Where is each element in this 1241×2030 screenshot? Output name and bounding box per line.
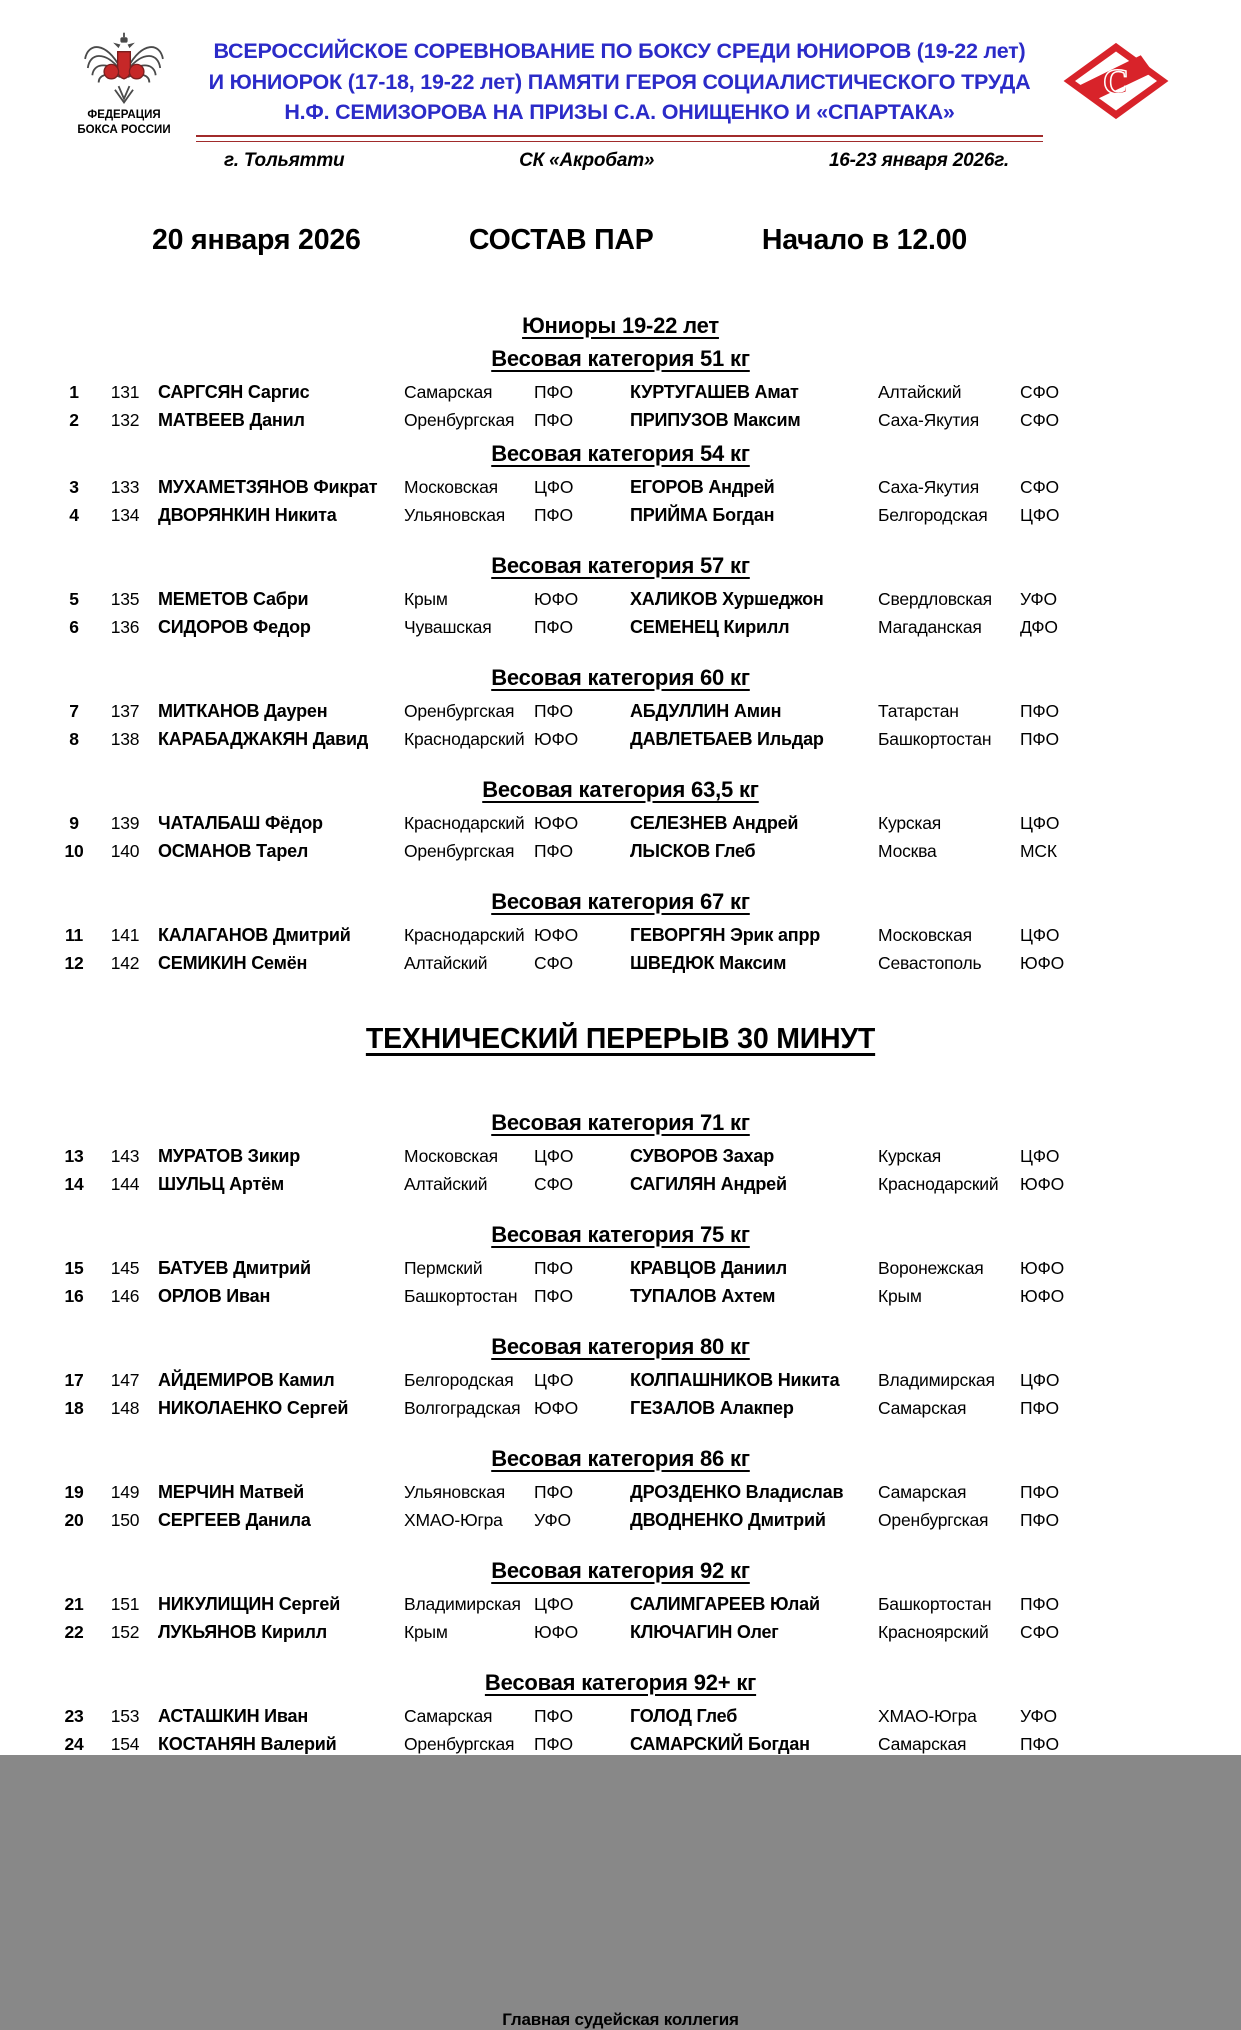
categories-before-break xyxy=(0,346,1241,977)
blue-corner-region: Белгородская xyxy=(878,504,988,525)
weight-category-rows xyxy=(0,1142,1241,1198)
bout-number: 151 xyxy=(110,1593,140,1614)
red-corner-boxer-name: МУРАТОВ Зикир xyxy=(158,1145,301,1166)
red-corner-district: УФО xyxy=(534,1509,571,1530)
red-corner-region: ХМАО-Югра xyxy=(404,1509,503,1530)
pair-number: 9 xyxy=(69,812,79,833)
blue-corner-boxer-name: ХАЛИКОВ Хуршеджон xyxy=(630,588,824,609)
bout-number: 136 xyxy=(110,616,140,637)
weight-category-section xyxy=(0,1446,1241,1534)
blue-corner-district: ЦФО xyxy=(1020,504,1060,525)
blue-corner-boxer-name: ГЕВОРГЯН Эрик апрр xyxy=(630,924,821,945)
red-corner-district: ПФО xyxy=(534,616,573,637)
red-corner-district: ПФО xyxy=(534,1705,573,1726)
federation-caption-line2: БОКСА РОССИИ xyxy=(77,123,171,136)
red-corner-boxer-name: КАРАБАДЖАКЯН Давид xyxy=(158,728,369,749)
red-corner-region: Краснодарский xyxy=(404,728,525,749)
blue-corner-boxer-name: ТУПАЛОВ Ахтем xyxy=(630,1285,776,1306)
blue-corner-district: ПФО xyxy=(1020,700,1059,721)
competition-title-line3: Н.Ф. СЕМИЗОРОВА НА ПРИЗЫ С.А. ОНИЩЕНКО И «СПАРТАКА» xyxy=(284,100,955,125)
bout-number: 141 xyxy=(110,924,140,945)
pair-number: 15 xyxy=(64,1257,84,1278)
venue-row xyxy=(196,142,1043,172)
pair-number: 8 xyxy=(69,728,79,749)
bout-number: 139 xyxy=(110,812,140,833)
red-corner-region: Башкортостан xyxy=(404,1285,518,1306)
bout-number: 154 xyxy=(110,1733,140,1754)
document-title: СОСТАВ ПАР xyxy=(468,223,654,256)
russian-boxing-federation-logo xyxy=(66,30,182,138)
pair-row xyxy=(0,1142,1241,1170)
weight-category-title: Весовая категория 92 кг xyxy=(491,1557,750,1583)
weight-category-title: Весовая категория 57 кг xyxy=(491,552,750,578)
red-corner-boxer-name: СЕМИКИН Семён xyxy=(158,952,308,973)
pair-number: 10 xyxy=(64,840,84,861)
red-corner-region: Крым xyxy=(404,588,448,609)
red-corner-boxer-name: МЕМЕТОВ Сабри xyxy=(158,588,309,609)
weight-category-rows xyxy=(0,697,1241,753)
technical-break-title: ТЕХНИЧЕСКИЙ ПЕРЕРЫВ 30 МИНУТ xyxy=(365,1022,876,1055)
red-corner-boxer-name: КОСТАНЯН Валерий xyxy=(158,1733,337,1754)
categories-after-break xyxy=(0,1110,1241,1758)
blue-corner-district: ПФО xyxy=(1020,1733,1059,1754)
blue-corner-region: Москва xyxy=(878,840,937,861)
blue-corner-district: ЦФО xyxy=(1020,1369,1060,1390)
pair-number: 1 xyxy=(69,381,79,402)
blue-corner-boxer-name: САГИЛЯН Андрей xyxy=(630,1173,787,1194)
red-corner-district: ЦФО xyxy=(534,1593,574,1614)
red-corner-boxer-name: ЛУКЬЯНОВ Кирилл xyxy=(158,1621,327,1642)
double-eagle-emblem-icon xyxy=(77,30,171,106)
red-corner-region: Самарская xyxy=(404,381,493,402)
competition-title-line2: И ЮНИОРОК (17-18, 19-22 лет) ПАМЯТИ ГЕРОЯ СОЦИАЛИСТИЧЕСКОГО ТРУДА xyxy=(208,69,1031,94)
bout-number: 144 xyxy=(110,1173,140,1194)
red-corner-region: Белгородская xyxy=(404,1369,514,1390)
blue-corner-region: Магаданская xyxy=(878,616,982,637)
pair-number: 4 xyxy=(69,504,79,525)
pair-number: 19 xyxy=(64,1481,84,1502)
blue-corner-region: Воронежская xyxy=(878,1257,984,1278)
red-corner-region: Волгоградская xyxy=(404,1397,521,1418)
weight-category-rows xyxy=(0,809,1241,865)
pair-number: 7 xyxy=(69,700,79,721)
pair-row xyxy=(0,809,1241,837)
red-corner-boxer-name: ШУЛЬЦ Артём xyxy=(158,1173,285,1194)
bout-number: 143 xyxy=(110,1145,140,1166)
blue-corner-boxer-name: ЕГОРОВ Андрей xyxy=(630,476,775,497)
weight-category-title: Весовая категория 60 кг xyxy=(491,664,750,690)
red-corner-region: Пермский xyxy=(404,1257,483,1278)
red-corner-region: Владимирская xyxy=(404,1593,521,1614)
pair-row xyxy=(0,473,1241,501)
blue-corner-boxer-name: КРАВЦОВ Даниил xyxy=(630,1257,788,1278)
red-corner-boxer-name: ОРЛОВ Иван xyxy=(158,1285,271,1306)
weight-category-section xyxy=(0,665,1241,753)
weight-category-title: Весовая категория 67 кг xyxy=(491,888,750,914)
weight-category-rows xyxy=(0,585,1241,641)
red-corner-district: ПФО xyxy=(534,1257,573,1278)
pair-row xyxy=(0,921,1241,949)
bout-number: 137 xyxy=(110,700,140,721)
blue-corner-district: УФО xyxy=(1020,588,1057,609)
weight-category-rows xyxy=(0,1590,1241,1646)
weight-category-title: Весовая категория 92+ кг xyxy=(484,1669,757,1695)
red-corner-boxer-name: НИКОЛАЕНКО Сергей xyxy=(158,1397,349,1418)
blue-corner-boxer-name: ГОЛОД Глеб xyxy=(630,1705,738,1726)
pair-number: 24 xyxy=(64,1733,84,1754)
bout-number: 134 xyxy=(110,504,140,525)
red-corner-district: ПФО xyxy=(534,700,573,721)
pair-row xyxy=(0,837,1241,865)
bout-number: 145 xyxy=(110,1257,140,1278)
pair-row xyxy=(0,949,1241,977)
red-corner-district: ПФО xyxy=(534,381,573,402)
blue-corner-region: Башкортостан xyxy=(878,728,992,749)
red-corner-boxer-name: ОСМАНОВ Тарел xyxy=(158,840,309,861)
venue-city: г. Тольятти xyxy=(224,149,345,171)
bout-number: 149 xyxy=(110,1481,140,1502)
red-corner-boxer-name: МАТВЕЕВ Данил xyxy=(158,409,305,430)
pair-row xyxy=(0,1702,1241,1730)
svg-text:С: С xyxy=(1103,61,1129,102)
spartak-diamond-icon xyxy=(1057,40,1175,122)
blue-corner-boxer-name: ДАВЛЕТБАЕВ Ильдар xyxy=(630,728,824,749)
header-title-block xyxy=(196,30,1043,172)
blue-corner-region: Самарская xyxy=(878,1481,967,1502)
document-header xyxy=(0,30,1241,172)
blue-corner-region: Самарская xyxy=(878,1733,967,1754)
blue-corner-district: ЮФО xyxy=(1020,1173,1064,1194)
blue-corner-region: Курская xyxy=(878,1145,942,1166)
red-corner-district: ПФО xyxy=(534,1481,573,1502)
red-corner-district: ЮФО xyxy=(534,1397,578,1418)
blue-corner-boxer-name: САМАРСКИЙ Богдан xyxy=(630,1733,810,1754)
weight-category-rows xyxy=(0,1702,1241,1758)
weight-category-section xyxy=(0,889,1241,977)
weight-category-section xyxy=(0,1670,1241,1758)
weight-category-section xyxy=(0,553,1241,641)
weight-category-section xyxy=(0,441,1241,529)
weight-category-rows xyxy=(0,378,1241,434)
red-corner-boxer-name: СИДОРОВ Федор xyxy=(158,616,311,637)
bout-number: 135 xyxy=(110,588,140,609)
venue-arena: СК «Акробат» xyxy=(519,149,655,171)
blue-corner-district: СФО xyxy=(1020,1621,1059,1642)
pair-number: 20 xyxy=(64,1509,84,1530)
red-corner-boxer-name: КАЛАГАНОВ Дмитрий xyxy=(158,924,351,945)
federation-caption xyxy=(66,108,182,138)
pair-row xyxy=(0,378,1241,406)
pair-row xyxy=(0,1254,1241,1282)
red-corner-region: Оренбургская xyxy=(404,1733,515,1754)
red-corner-district: СФО xyxy=(534,952,573,973)
blue-corner-boxer-name: КУРТУГАШЕВ Амат xyxy=(630,381,799,402)
red-corner-district: ПФО xyxy=(534,1733,573,1754)
pair-number: 16 xyxy=(64,1285,84,1306)
blue-corner-region: Севастополь xyxy=(878,952,982,973)
blue-corner-region: Крым xyxy=(878,1285,922,1306)
red-corner-boxer-name: САРГСЯН Саргис xyxy=(158,381,310,402)
pair-number: 13 xyxy=(64,1145,84,1166)
red-corner-district: ПФО xyxy=(534,504,573,525)
pair-row xyxy=(0,406,1241,434)
weight-category-title: Весовая категория 71 кг xyxy=(491,1109,750,1135)
pair-row xyxy=(0,585,1241,613)
weight-category-rows xyxy=(0,1254,1241,1310)
pair-number: 5 xyxy=(69,588,79,609)
blue-corner-boxer-name: ПРИЙМА Богдан xyxy=(630,504,775,525)
federation-caption-line1: ФЕДЕРАЦИЯ xyxy=(87,109,161,121)
bout-number: 153 xyxy=(110,1705,140,1726)
blue-corner-district: ЮФО xyxy=(1020,1257,1064,1278)
bout-number: 150 xyxy=(110,1509,140,1530)
red-corner-boxer-name: СЕРГЕЕВ Данила xyxy=(158,1509,311,1530)
blue-corner-region: Красноярский xyxy=(878,1621,989,1642)
blue-corner-boxer-name: ГЕЗАЛОВ Алакпер xyxy=(630,1397,794,1418)
weight-category-section xyxy=(0,777,1241,865)
pair-row xyxy=(0,1366,1241,1394)
blue-corner-region: Алтайский xyxy=(878,381,962,402)
red-corner-region: Алтайский xyxy=(404,1173,488,1194)
weight-category-title: Весовая категория 80 кг xyxy=(491,1333,750,1359)
red-corner-district: ПФО xyxy=(534,840,573,861)
blue-corner-region: Свердловская xyxy=(878,588,992,609)
blue-corner-district: ДФО xyxy=(1020,616,1058,637)
pair-row xyxy=(0,1170,1241,1198)
red-corner-boxer-name: АЙДЕМИРОВ Камил xyxy=(158,1369,335,1390)
age-group-title: Юниоры 19-22 лет xyxy=(522,312,719,338)
blue-corner-region: Оренбургская xyxy=(878,1509,989,1530)
bout-number: 138 xyxy=(110,728,140,749)
red-corner-boxer-name: ДВОРЯНКИН Никита xyxy=(158,504,337,525)
spartak-logo xyxy=(1057,30,1179,122)
pair-number: 14 xyxy=(64,1173,84,1194)
blue-corner-region: Самарская xyxy=(878,1397,967,1418)
bout-number: 133 xyxy=(110,476,140,497)
pair-row xyxy=(0,1506,1241,1534)
weight-category-rows xyxy=(0,1366,1241,1422)
blue-corner-district: ПФО xyxy=(1020,1481,1059,1502)
weight-category-section xyxy=(0,346,1241,434)
pair-row xyxy=(0,1730,1241,1758)
red-corner-boxer-name: АСТАШКИН Иван xyxy=(158,1705,309,1726)
red-corner-region: Московская xyxy=(404,1145,498,1166)
blue-corner-district: ПФО xyxy=(1020,1397,1059,1418)
red-corner-region: Краснодарский xyxy=(404,924,525,945)
blue-corner-region: ХМАО-Югра xyxy=(878,1705,977,1726)
blue-corner-boxer-name: ДРОЗДЕНКО Владислав xyxy=(630,1481,844,1502)
bout-number: 147 xyxy=(110,1369,140,1390)
session-date: 20 января 2026 xyxy=(152,223,361,256)
red-corner-region: Ульяновская xyxy=(404,1481,506,1502)
blue-corner-boxer-name: ЛЫСКОВ Глеб xyxy=(630,840,756,861)
red-corner-region: Чувашская xyxy=(404,616,492,637)
blue-corner-district: ЦФО xyxy=(1020,812,1060,833)
red-corner-region: Оренбургская xyxy=(404,700,515,721)
weight-category-title: Весовая категория 51 кг xyxy=(491,345,750,371)
red-corner-district: ЮФО xyxy=(534,588,578,609)
red-corner-region: Крым xyxy=(404,1621,448,1642)
pair-number: 3 xyxy=(69,476,79,497)
red-corner-boxer-name: МЕРЧИН Матвей xyxy=(158,1481,304,1502)
weight-category-section xyxy=(0,1334,1241,1422)
blue-corner-district: ЮФО xyxy=(1020,1285,1064,1306)
blue-corner-district: ПФО xyxy=(1020,1593,1059,1614)
blue-corner-district: ПФО xyxy=(1020,1509,1059,1530)
bout-number: 152 xyxy=(110,1621,140,1642)
blue-corner-district: СФО xyxy=(1020,409,1059,430)
blue-corner-boxer-name: АБДУЛЛИН Амин xyxy=(630,700,782,721)
bout-number: 131 xyxy=(110,381,140,402)
bout-number: 146 xyxy=(110,1285,140,1306)
red-corner-district: ЮФО xyxy=(534,728,578,749)
red-corner-region: Оренбургская xyxy=(404,840,515,861)
blue-corner-district: ЦФО xyxy=(1020,924,1060,945)
red-corner-boxer-name: НИКУЛИЩИН Сергей xyxy=(158,1593,341,1614)
pair-row xyxy=(0,1394,1241,1422)
weight-category-rows xyxy=(0,473,1241,529)
red-corner-boxer-name: МУХАМЕТЗЯНОВ Фикрат xyxy=(158,476,378,497)
pair-row xyxy=(0,501,1241,529)
blue-corner-region: Башкортостан xyxy=(878,1593,992,1614)
red-corner-district: СФО xyxy=(534,1173,573,1194)
pair-row xyxy=(0,1478,1241,1506)
blue-corner-region: Саха-Якутия xyxy=(878,476,979,497)
blue-corner-region: Московская xyxy=(878,924,972,945)
blue-corner-boxer-name: КЛЮЧАГИН Олег xyxy=(630,1621,779,1642)
red-corner-region: Алтайский xyxy=(404,952,488,973)
red-corner-district: ЮФО xyxy=(534,1621,578,1642)
weight-category-rows xyxy=(0,921,1241,977)
pair-number: 12 xyxy=(64,952,84,973)
weight-category-title: Весовая категория 75 кг xyxy=(491,1221,750,1247)
pair-number: 2 xyxy=(69,409,79,430)
weight-category-title: Весовая категория 54 кг xyxy=(491,440,750,466)
red-corner-boxer-name: БАТУЕВ Дмитрий xyxy=(158,1257,311,1278)
blue-corner-region: Саха-Якутия xyxy=(878,409,979,430)
bout-number: 142 xyxy=(110,952,140,973)
session-start-time: Начало в 12.00 xyxy=(761,223,967,256)
blue-corner-boxer-name: ШВЕДЮК Максим xyxy=(630,952,787,973)
pair-number: 21 xyxy=(64,1593,84,1614)
blue-corner-district: МСК xyxy=(1020,840,1057,861)
blue-corner-district: СФО xyxy=(1020,476,1059,497)
pair-number: 6 xyxy=(69,616,79,637)
pair-number: 23 xyxy=(64,1705,84,1726)
venue-dates: 16-23 января 2026г. xyxy=(828,149,1009,171)
pair-row xyxy=(0,725,1241,753)
red-corner-district: ЮФО xyxy=(534,924,578,945)
red-corner-district: ЦФО xyxy=(534,1145,574,1166)
red-corner-region: Самарская xyxy=(404,1705,493,1726)
weight-category-title: Весовая категория 86 кг xyxy=(491,1445,750,1471)
bout-number: 148 xyxy=(110,1397,140,1418)
header-double-rule xyxy=(196,135,1043,142)
blue-corner-district: ЦФО xyxy=(1020,1145,1060,1166)
red-corner-district: ПФО xyxy=(534,409,573,430)
blue-corner-boxer-name: СЕМЕНЕЦ Кирилл xyxy=(630,616,790,637)
blue-corner-district: УФО xyxy=(1020,1705,1057,1726)
red-corner-region: Московская xyxy=(404,476,498,497)
blue-corner-region: Краснодарский xyxy=(878,1173,999,1194)
weight-category-title: Весовая категория 63,5 кг xyxy=(482,776,759,802)
blue-corner-district: ПФО xyxy=(1020,728,1059,749)
pair-number: 18 xyxy=(64,1397,84,1418)
red-corner-region: Оренбургская xyxy=(404,409,515,430)
red-corner-boxer-name: ЧАТАЛБАШ Фёдор xyxy=(158,812,323,833)
pair-number: 17 xyxy=(64,1369,84,1390)
pair-row xyxy=(0,613,1241,641)
session-meta-row xyxy=(152,224,967,257)
pair-number: 22 xyxy=(64,1621,84,1642)
weight-category-section xyxy=(0,1558,1241,1646)
pair-row xyxy=(0,1590,1241,1618)
weight-category-rows xyxy=(0,1478,1241,1534)
footer-signature: Главная судейская коллегия xyxy=(502,2009,739,2029)
weight-category-section xyxy=(0,1222,1241,1310)
blue-corner-boxer-name: ДВОДНЕНКО Дмитрий xyxy=(630,1509,826,1530)
blue-corner-region: Владимирская xyxy=(878,1369,995,1390)
weight-category-section xyxy=(0,1110,1241,1198)
blue-corner-boxer-name: САЛИМГАРЕЕВ Юлай xyxy=(630,1593,820,1614)
red-corner-district: ЦФО xyxy=(534,1369,574,1390)
blue-corner-region: Курская xyxy=(878,812,942,833)
bout-number: 140 xyxy=(110,840,140,861)
red-corner-region: Ульяновская xyxy=(404,504,506,525)
competition-title-line1: ВСЕРОССИЙСКОЕ СОРЕВНОВАНИЕ ПО БОКСУ СРЕДИ ЮНИОРОВ (19-22 лет) xyxy=(213,39,1026,63)
pair-row xyxy=(0,1282,1241,1310)
red-corner-region: Краснодарский xyxy=(404,812,525,833)
bout-number: 132 xyxy=(110,409,140,430)
pair-row xyxy=(0,697,1241,725)
red-corner-district: ПФО xyxy=(534,1285,573,1306)
blue-corner-region: Татарстан xyxy=(878,700,959,721)
blue-corner-boxer-name: ПРИПУЗОВ Максим xyxy=(630,409,801,430)
red-corner-boxer-name: МИТКАНОВ Даурен xyxy=(158,700,328,721)
blue-corner-boxer-name: СУВОРОВ Захар xyxy=(630,1145,774,1166)
blue-corner-district: ЮФО xyxy=(1020,952,1064,973)
red-corner-district: ЮФО xyxy=(534,812,578,833)
red-corner-district: ЦФО xyxy=(534,476,574,497)
blue-corner-boxer-name: СЕЛЕЗНЕВ Андрей xyxy=(630,812,799,833)
pair-row xyxy=(0,1618,1241,1646)
pair-number: 11 xyxy=(64,924,84,945)
blue-corner-district: СФО xyxy=(1020,381,1059,402)
blue-corner-boxer-name: КОЛПАШНИКОВ Никита xyxy=(630,1369,840,1390)
